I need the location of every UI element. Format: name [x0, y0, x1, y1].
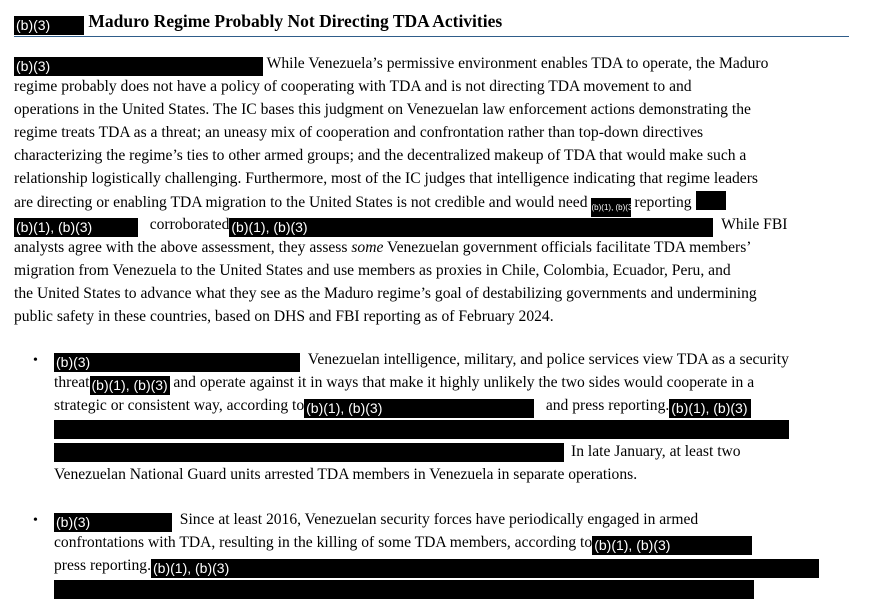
- para-line-5: characterizing the regime’s ties to other armed groups; and the decentralized makeup of TDA that would make such a: [14, 147, 747, 164]
- bullet1-text: Venezuelan intelligence, military, and police services view TDA as a security: [307, 351, 789, 368]
- bullet2-line-1: [54, 509, 698, 532]
- bullet1-redaction: (b)(1), (b)(3): [669, 399, 751, 418]
- para-redaction-block: [696, 191, 726, 210]
- bullet1-redaction: (b)(1), (b)(3): [304, 399, 534, 418]
- para-line-1: [14, 53, 768, 76]
- bullet1-text: and press reporting.: [545, 397, 670, 414]
- para-redaction: (b)(1), (b)(3): [14, 218, 138, 237]
- para-text: While Venezuela’s permissive environment enables TDA to operate, the Maduro: [266, 55, 769, 72]
- title-text: Maduro Regime Probably Not Directing TDA Activities: [88, 11, 503, 31]
- para-line-8: [14, 214, 787, 237]
- bullet1-line-1: [54, 349, 789, 372]
- bullet2-text: confrontations with TDA, resulting in the killing of some TDA members, according to: [54, 534, 593, 551]
- para-line-10: migration from Venezuela to the United States and use members as proxies in Chile, Colombia, Ecuador, Peru, and: [14, 262, 731, 279]
- bullet-dot: •: [33, 513, 38, 528]
- bullet1-line-2: [54, 372, 754, 395]
- bullet1-redaction-marking: (b)(3): [54, 353, 300, 372]
- bullet1-redaction-bar: [54, 443, 564, 462]
- bullet1-line-5: In late January, at least two: [571, 443, 741, 460]
- para-text: corroborated: [149, 216, 230, 233]
- bullet-dot: •: [33, 353, 38, 368]
- bullet1-text: strategic or consistent way, according to: [54, 397, 305, 414]
- bullet2-redaction: (b)(1), (b)(3): [151, 559, 819, 578]
- para-text: analysts agree with the above assessment, they assess: [14, 239, 352, 256]
- bullet1-text: threat: [54, 374, 90, 391]
- para-line-2: regime probably does not have a policy of cooperating with TDA and is not directing TDA movement to and: [14, 78, 692, 95]
- bullet2-redaction-marking: (b)(3): [54, 513, 172, 532]
- para-text: Venezuelan government officials facilitate TDA members’: [383, 239, 752, 256]
- bullet2-text: Since at least 2016, Venezuelan security forces have periodically engaged in armed: [179, 511, 699, 528]
- para-emphasis: some: [351, 239, 384, 256]
- bullet1-redaction-bar: [54, 420, 789, 439]
- bullet1-line-6: Venezuelan National Guard units arrested TDA members in Venezuela in separate operations.: [54, 466, 638, 483]
- bullet2-text: press reporting.: [54, 557, 152, 574]
- para-line-3: operations in the United States. The IC bases this judgment on Venezuelan law enforcement actions demonstrating the: [14, 101, 751, 118]
- para-text: While FBI: [721, 216, 788, 233]
- para-redaction-wide: (b)(1), (b)(3): [229, 218, 713, 237]
- bullet2-redaction: (b)(1), (b)(3): [592, 536, 752, 555]
- bullet1-redaction: (b)(1), (b)(3): [91, 377, 168, 393]
- title-redaction: (b)(3): [14, 16, 84, 35]
- para-text: are directing or enabling TDA migration to the United States is not credible and would need: [14, 194, 588, 211]
- bullet1-line-3: [54, 395, 751, 418]
- bullet2-redaction-bar: [54, 580, 754, 599]
- section-title: [14, 9, 502, 35]
- para-line-9: [14, 237, 751, 259]
- title-rule: [14, 36, 849, 37]
- para-text: reporting: [634, 194, 692, 211]
- bullet2-line-2: [54, 532, 752, 555]
- para-line-12: public safety in these countries, based on DHS and FBI reporting as of February 2024.: [14, 308, 554, 325]
- para-redaction-marking: (b)(3): [14, 57, 263, 76]
- para-line-6: relationship logistically challenging. Furthermore, most of the IC judges that intelligence indicating that regime leaders: [14, 170, 758, 187]
- para-line-11: the United States to advance what they see as the Maduro regime’s goal of destabilizing governments and undermining: [14, 285, 757, 302]
- bullet2-line-3: [54, 555, 819, 578]
- bullet1-text: and operate against it in ways that make it highly unlikely the two sides would cooperate in a: [173, 374, 755, 391]
- para-redaction-small: (b)(1), (b)(3): [591, 198, 631, 217]
- para-line-4: regime treats TDA as a threat; an uneasy mix of cooperation and confrontation rather than top-down directives: [14, 124, 704, 141]
